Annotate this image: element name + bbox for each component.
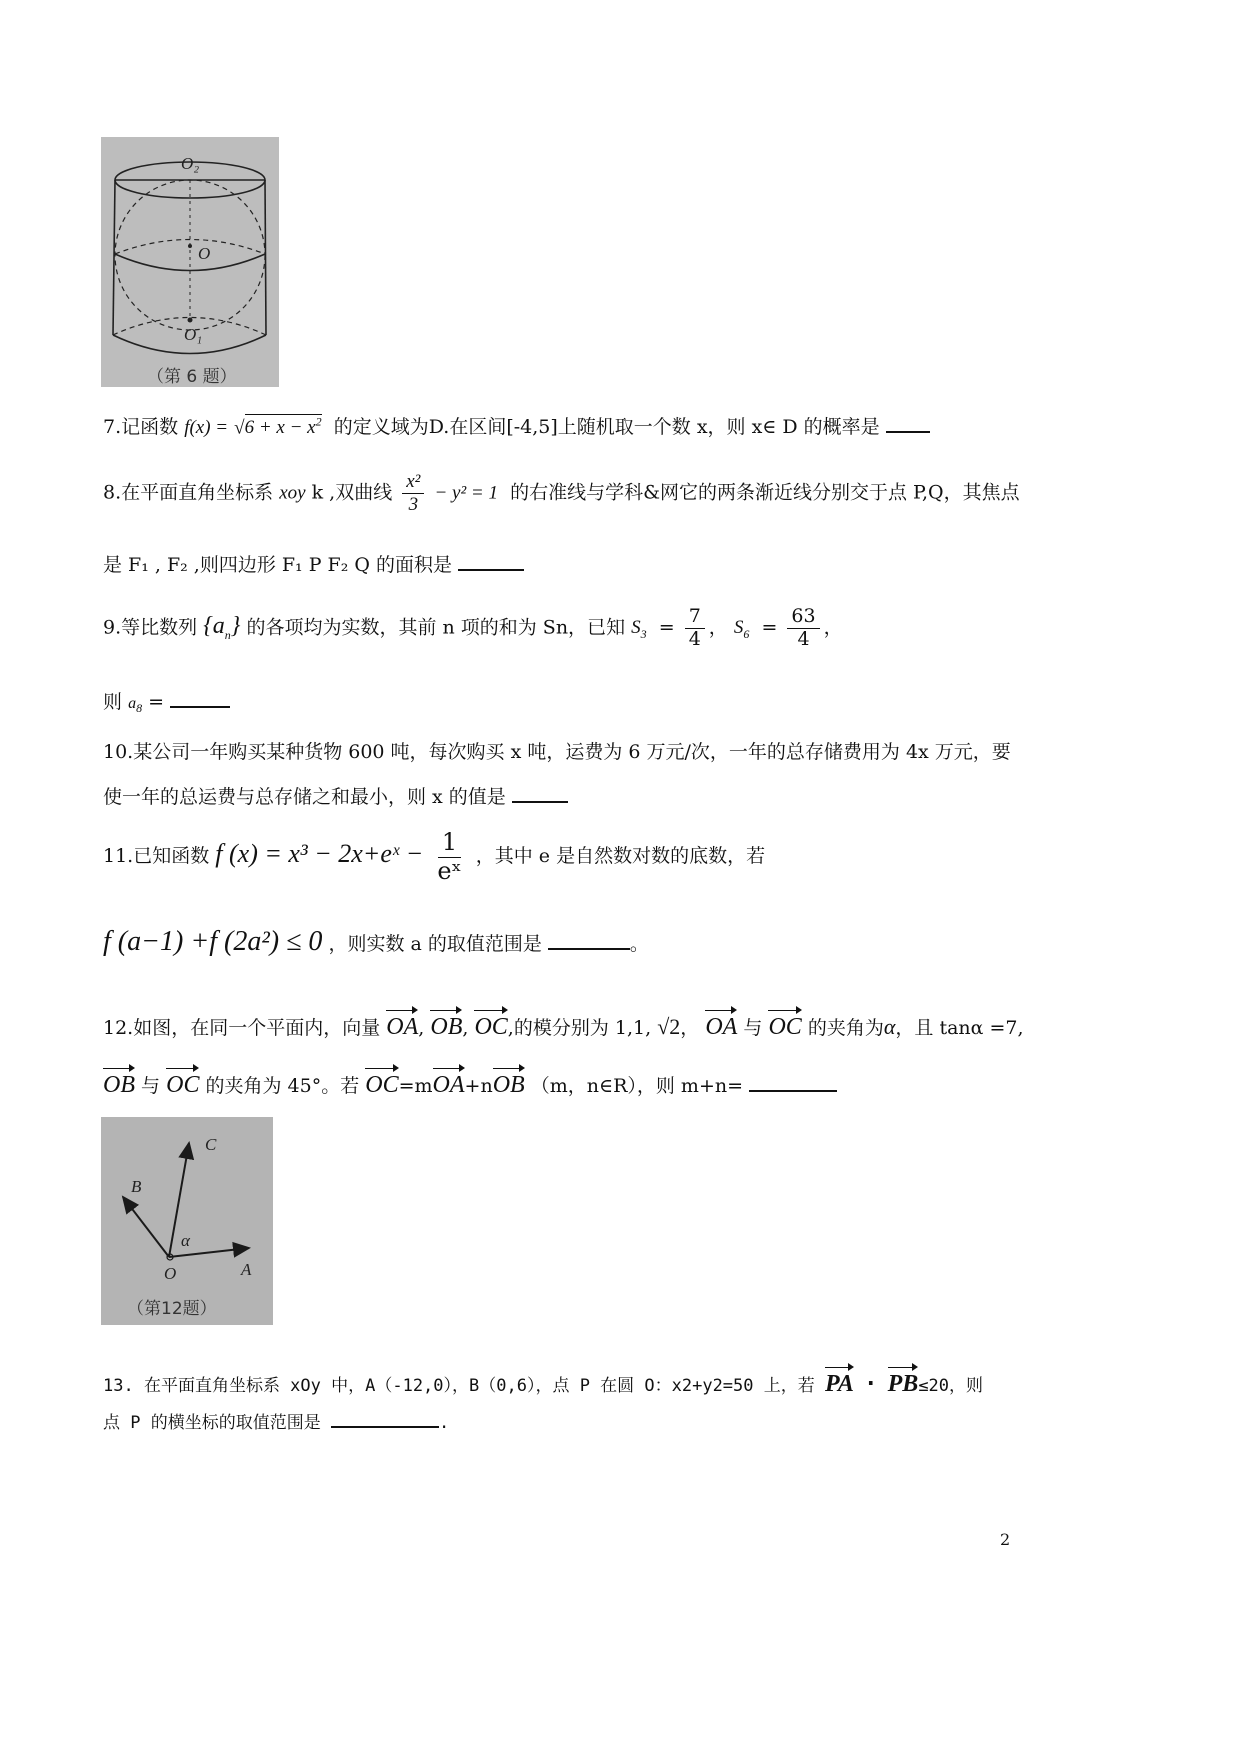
question-8-line1	[103, 471, 1020, 516]
q13-line2: 点 P 的横坐标的取值范围是	[103, 1413, 321, 1433]
q9-s6-den: 4	[797, 627, 810, 650]
figure6-caption: （第 6 题）	[147, 367, 237, 387]
question-11-line2	[103, 925, 649, 959]
q9-prefix: 9.等比数列	[103, 616, 198, 639]
q13-prefix: 13. 在平面直角坐标系 xOy 中，A（-12,0），B（0,6），点 P 在圆 O：x2+y2=50 上，若	[103, 1376, 815, 1396]
q9-s6-fraction	[787, 606, 819, 651]
q9-eq2: =	[761, 616, 778, 639]
q11-suffix: ，其中 e 是自然数对数的底数，若	[475, 845, 766, 868]
q11-frac-den: eˣ	[437, 856, 462, 885]
vector-oc: OC	[474, 1007, 507, 1042]
q9-a8-eq: =	[142, 691, 165, 713]
q12-plus-n: +n	[464, 1075, 493, 1097]
question-11-line1	[103, 829, 765, 885]
q12-line2-mid1: 与	[141, 1075, 161, 1097]
q12-sep1: ,	[418, 1017, 425, 1039]
q9-line2-prefix: 则	[103, 691, 123, 713]
q7-suffix: 的定义域为D.在区间[-4,5]上随机取一个数 x，则 x∈ D 的概率是	[333, 416, 880, 438]
q8-xoy: xoy	[279, 482, 306, 504]
vector-ob: OB	[430, 1007, 462, 1042]
question-12-line1	[103, 1007, 1024, 1042]
q11-function: f (x) = x³ − 2x+eˣ −	[215, 839, 424, 869]
q11-fraction	[433, 829, 465, 885]
label-o2: O₂	[181, 154, 200, 173]
q12-mid3: 的夹角为	[807, 1017, 884, 1039]
q13-suffix: ≤20，则	[918, 1376, 984, 1396]
label-o-fig12: O	[164, 1264, 177, 1283]
q12-sep2: ,	[462, 1017, 469, 1039]
q7-sqrt: $√6 + x - x^2$	[234, 414, 322, 438]
q12-line2-mid2: 的夹角为 45°。若	[205, 1075, 360, 1097]
q9-s3-num: 7	[685, 606, 705, 629]
vector-oc-2: OC	[768, 1007, 801, 1042]
q9-s6-num: 63	[787, 606, 819, 629]
q10-line2: 使一年的总运费与总存储之和最小，则 x 的值是	[103, 786, 506, 808]
q9-s3: $S_3$	[631, 617, 647, 642]
q8-frac-num: x²	[402, 471, 424, 494]
question-13-line1	[103, 1364, 983, 1399]
q12-answer-blank[interactable]	[749, 1072, 837, 1092]
q11-line2-suffix: ，则实数 a 的取值范围是	[328, 933, 542, 955]
figure-q6	[101, 137, 279, 387]
q12-sqrt2: √2	[657, 1014, 681, 1039]
q8-prefix: 8.在平面直角坐标系	[103, 481, 274, 504]
q8-suffix: 的右准线与学科&网它的两条渐近线分别交于点 P,Q，其焦点	[510, 481, 1020, 504]
q11-line2-end: 。	[629, 933, 649, 955]
vector-ob-2: OB	[103, 1065, 135, 1100]
q9-answer-blank[interactable]	[170, 688, 230, 708]
q9-seq: $\{a_n\}$	[203, 613, 241, 643]
label-alpha: α	[181, 1231, 190, 1250]
q9-s3-fraction	[685, 606, 705, 651]
q12-mid4: ，且 tanα =7,	[895, 1017, 1024, 1039]
q8-eq-rest: − y² = 1	[434, 482, 498, 504]
vector-oa: OA	[386, 1007, 418, 1042]
q12-mid2: ，	[680, 1017, 700, 1039]
q11-frac-num: 1	[438, 829, 461, 858]
question-12-line2	[103, 1065, 837, 1100]
q9-a8: $a_8$	[128, 695, 143, 716]
q12-alpha: α	[883, 1014, 896, 1039]
q9-eq1: =	[658, 616, 675, 639]
q11-inequality: f (a−1) +f (2a²) ≤ 0	[103, 926, 323, 957]
question-13-line2	[103, 1408, 449, 1433]
vector-oa-2: OA	[705, 1007, 737, 1042]
vector-ob-3: OB	[493, 1065, 525, 1100]
label-c: C	[205, 1135, 217, 1154]
q11-prefix: 11.已知函数	[103, 845, 210, 868]
q13-answer-blank[interactable]	[331, 1408, 439, 1428]
q9-end: ，	[823, 616, 843, 639]
label-o1: O₁	[184, 325, 203, 344]
q10-answer-blank[interactable]	[512, 783, 568, 803]
q13-line2-end: .	[438, 1413, 450, 1433]
q9-s3-den: 4	[688, 627, 701, 650]
cylinder-sphere-diagram	[101, 137, 279, 387]
question-7	[103, 413, 930, 440]
q11-answer-blank[interactable]	[548, 930, 630, 950]
vector-oc-3: OC	[166, 1065, 199, 1100]
q12-prefix: 12.如图，在同一个平面内，向量	[103, 1017, 381, 1039]
q13-dot: ·	[864, 1372, 878, 1397]
question-9-line1	[103, 606, 843, 651]
q12-eq-m: =m	[398, 1075, 433, 1097]
q7-radicand: 6 + x − x	[244, 417, 316, 438]
q9-s6: $S_6$	[733, 617, 750, 642]
question-10-line2	[103, 783, 568, 809]
q7-answer-blank[interactable]	[886, 413, 930, 433]
q9-mid: 的各项均为实数，其前 n 项的和为 Sn，已知	[246, 616, 626, 639]
q8-mid1: k ,双曲线	[311, 481, 393, 504]
q8-line2: 是 F₁ , F₂ ,则四边形 F₁ P F₂ Q 的面积是	[103, 554, 452, 576]
vector-oc-4: OC	[365, 1065, 398, 1100]
q7-prefix: 7.记函数	[103, 416, 179, 438]
q9-comma: ，	[708, 616, 728, 639]
figure12-caption: （第12题）	[127, 1299, 217, 1319]
q12-line2-suffix: （m，n∈R），则 m+n=	[530, 1075, 744, 1097]
q12-and: 与	[743, 1017, 763, 1039]
label-b: B	[131, 1177, 142, 1196]
vector-pb: PB	[888, 1364, 919, 1399]
figure-q12	[101, 1117, 273, 1325]
vector-oa-3: OA	[433, 1065, 465, 1100]
question-8-line2	[103, 551, 524, 577]
q8-frac-den: 3	[408, 493, 419, 515]
label-o: O	[198, 244, 211, 263]
label-a: A	[241, 1260, 252, 1279]
q8-answer-blank[interactable]	[458, 551, 524, 571]
q12-mid1: ,的模分别为 1,1,	[507, 1017, 652, 1039]
question-10-line1: 10.某公司一年购买某种货物 600 吨，每次购买 x 吨，运费为 6 万元/次，一年的总存储费用为 4x 万元，要	[103, 741, 1011, 763]
question-9-line2	[103, 688, 230, 716]
q8-fraction	[402, 471, 424, 516]
vector-pa: PA	[825, 1364, 854, 1399]
q7-fx: f(x) =	[184, 417, 229, 438]
page-number: 2	[1000, 1530, 1011, 1549]
